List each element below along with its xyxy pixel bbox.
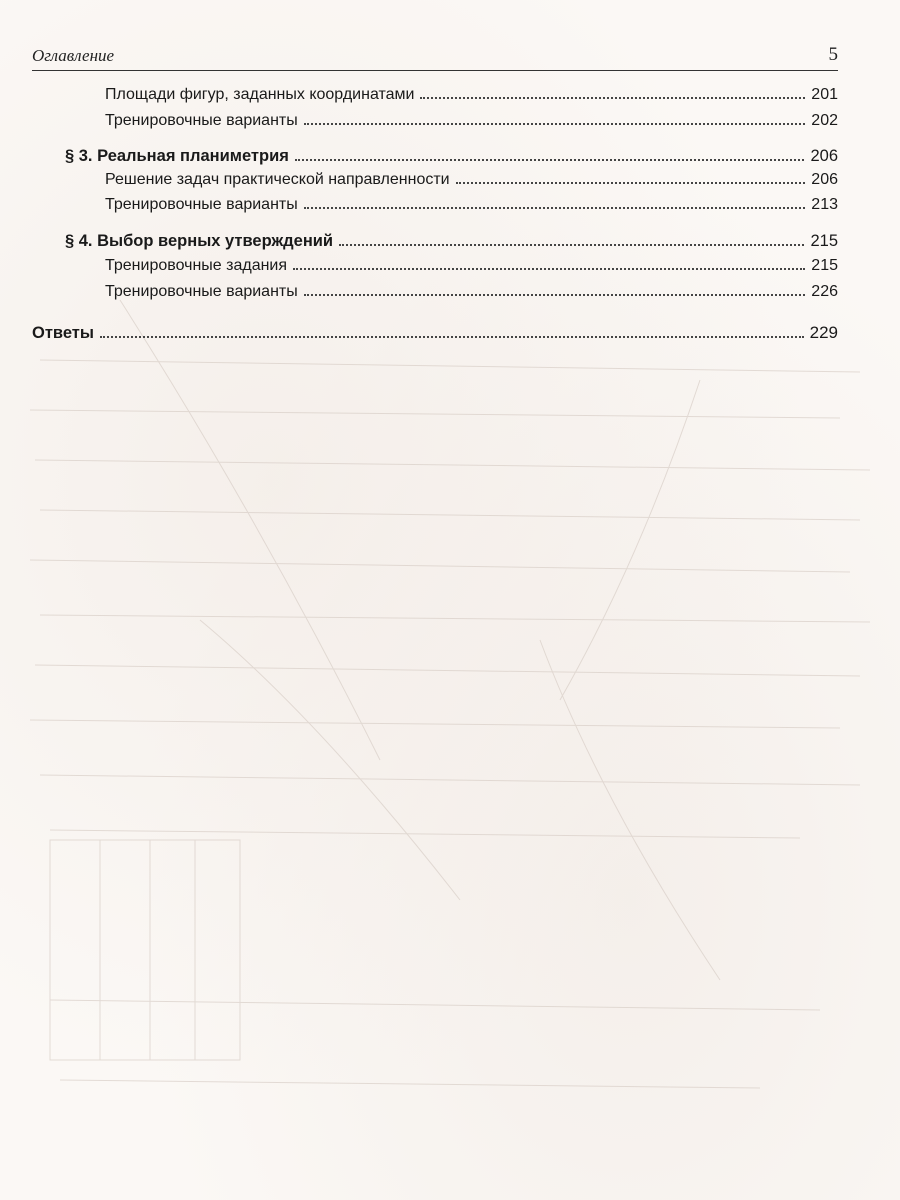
toc-entry-title: Тренировочные варианты [105, 112, 298, 129]
toc-entry[interactable] [105, 111, 838, 131]
toc-entry[interactable] [105, 282, 838, 302]
toc-leader-dots [420, 96, 805, 99]
toc-entry[interactable] [105, 170, 838, 190]
toc-leader-dots [293, 267, 805, 270]
toc-entry-page: 226 [811, 283, 838, 300]
toc-section-entry[interactable] [65, 231, 838, 251]
toc-entry[interactable] [105, 195, 838, 215]
toc-entry[interactable] [105, 256, 838, 276]
toc-leader-dots [304, 206, 806, 209]
running-header [32, 40, 838, 71]
toc-leader-dots [304, 122, 806, 125]
toc-entry[interactable] [105, 85, 838, 105]
toc-entry-title: Тренировочные варианты [105, 196, 298, 213]
toc-entry-title: Решение задач практической направленности [105, 171, 450, 188]
toc-leader-dots [339, 243, 804, 246]
toc-entry-title: Тренировочные варианты [105, 283, 298, 300]
toc-entry-page: 201 [811, 86, 838, 103]
toc-leader-dots [304, 293, 806, 296]
toc-entry-page: 229 [809, 323, 838, 342]
toc-entry-page: 206 [811, 171, 838, 188]
toc-entry-title: § 4. Выбор верных утверждений [65, 232, 334, 250]
toc-top-entry[interactable] [32, 323, 838, 343]
toc-section-entry[interactable] [65, 146, 838, 166]
toc-entry-title: Тренировочные задания [105, 257, 288, 274]
toc-entry-title: Площади фигур, заданных координатами [105, 86, 415, 103]
toc-entry-title: Ответы [32, 324, 94, 342]
page-number: 5 [828, 44, 838, 65]
toc-entry-title: § 3. Реальная планиметрия [65, 147, 289, 165]
toc-leader-dots [295, 158, 805, 161]
toc-entry-page: 215 [811, 257, 838, 274]
toc-leader-dots [100, 335, 804, 338]
toc-entry-page: 213 [811, 196, 838, 213]
toc-leader-dots [456, 181, 806, 184]
header-title: Оглавление [32, 46, 115, 65]
toc-entry-page: 206 [810, 147, 838, 165]
toc-entry-page: 215 [810, 232, 838, 250]
toc-entry-page: 202 [811, 112, 838, 129]
